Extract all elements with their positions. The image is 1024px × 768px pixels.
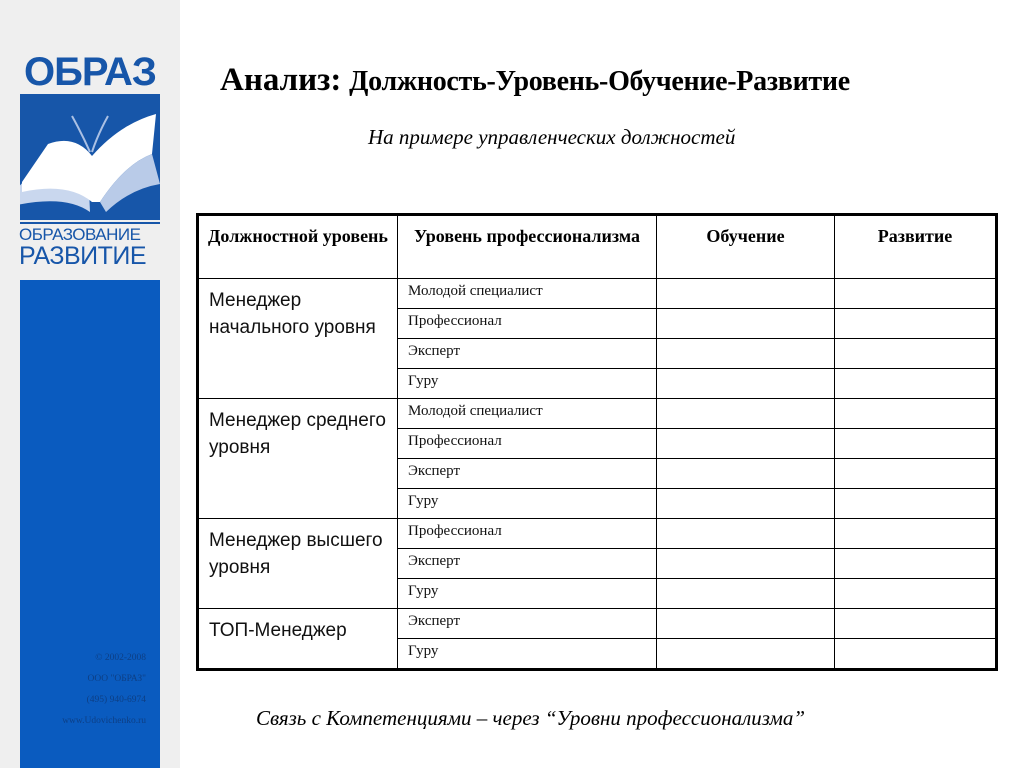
training-cell[interactable]: [657, 519, 835, 549]
position-cell: ТОП-Менеджер: [198, 609, 398, 670]
development-cell[interactable]: [835, 339, 997, 369]
column-header-training: Обучение: [657, 215, 835, 279]
level-cell: Эксперт: [398, 609, 657, 639]
development-cell[interactable]: [835, 429, 997, 459]
credits: [62, 648, 146, 732]
phone: (495) 940-6974: [86, 695, 146, 705]
position-cell: Менеджер начального уровня: [198, 279, 398, 399]
training-cell[interactable]: [657, 609, 835, 639]
training-cell[interactable]: [657, 369, 835, 399]
column-header-development: Развитие: [835, 215, 997, 279]
level-cell: Эксперт: [398, 459, 657, 489]
training-cell[interactable]: [657, 309, 835, 339]
development-cell[interactable]: [835, 639, 997, 670]
position-cell: Менеджер среднего уровня: [198, 399, 398, 519]
development-cell[interactable]: [835, 309, 997, 339]
level-cell: Профессионал: [398, 519, 657, 549]
development-cell[interactable]: [835, 549, 997, 579]
open-book-logo-icon: [20, 94, 160, 220]
page-title: [220, 62, 850, 99]
level-cell: Гуру: [398, 489, 657, 519]
analysis-table: [196, 213, 998, 671]
logo-divider: [20, 222, 160, 224]
development-cell[interactable]: [835, 369, 997, 399]
training-cell[interactable]: [657, 579, 835, 609]
level-cell: Эксперт: [398, 339, 657, 369]
training-cell[interactable]: [657, 399, 835, 429]
level-cell: Гуру: [398, 369, 657, 399]
level-cell: Эксперт: [398, 549, 657, 579]
level-cell: Профессионал: [398, 309, 657, 339]
training-cell[interactable]: [657, 429, 835, 459]
development-cell[interactable]: [835, 579, 997, 609]
training-cell[interactable]: [657, 549, 835, 579]
table-row: [198, 279, 997, 309]
table-row: [198, 519, 997, 549]
copyright: © 2002-2008: [95, 653, 146, 663]
column-header-position: Должностной уровень: [198, 215, 398, 279]
development-cell[interactable]: [835, 519, 997, 549]
company-name: ООО "ОБРАЗ": [87, 674, 146, 684]
title-rest: Должность-Уровень-Обучение-Развитие: [349, 66, 850, 97]
level-cell: Молодой специалист: [398, 279, 657, 309]
training-cell[interactable]: [657, 639, 835, 670]
level-cell: Профессионал: [398, 429, 657, 459]
training-cell[interactable]: [657, 339, 835, 369]
level-cell: Молодой специалист: [398, 399, 657, 429]
training-cell[interactable]: [657, 279, 835, 309]
column-header-level: Уровень профессионализма: [398, 215, 657, 279]
table-row: [198, 609, 997, 639]
page-subtitle: На примере управленческих должностей: [368, 125, 736, 149]
training-cell[interactable]: [657, 459, 835, 489]
sidebar: [0, 0, 180, 768]
development-cell[interactable]: [835, 609, 997, 639]
footer-note: Связь с Компетенциями – через “Уровни профессионализма”: [256, 706, 806, 730]
logo-wordmark: ОБРАЗ: [24, 50, 156, 94]
level-cell: Гуру: [398, 639, 657, 670]
level-cell: Гуру: [398, 579, 657, 609]
training-cell[interactable]: [657, 489, 835, 519]
table-row: [198, 399, 997, 429]
table-header-row: [198, 215, 997, 279]
title-lead: Анализ:: [220, 62, 342, 98]
website-link[interactable]: www.Udovichenko.ru: [62, 716, 146, 726]
logo-subtitle-development: РАЗВИТИЕ: [19, 242, 147, 270]
development-cell[interactable]: [835, 279, 997, 309]
development-cell[interactable]: [835, 489, 997, 519]
logo-subtitle-education: ОБРАЗОВАНИЕ: [19, 225, 141, 244]
development-cell[interactable]: [835, 399, 997, 429]
position-cell: Менеджер высшего уровня: [198, 519, 398, 609]
development-cell[interactable]: [835, 459, 997, 489]
